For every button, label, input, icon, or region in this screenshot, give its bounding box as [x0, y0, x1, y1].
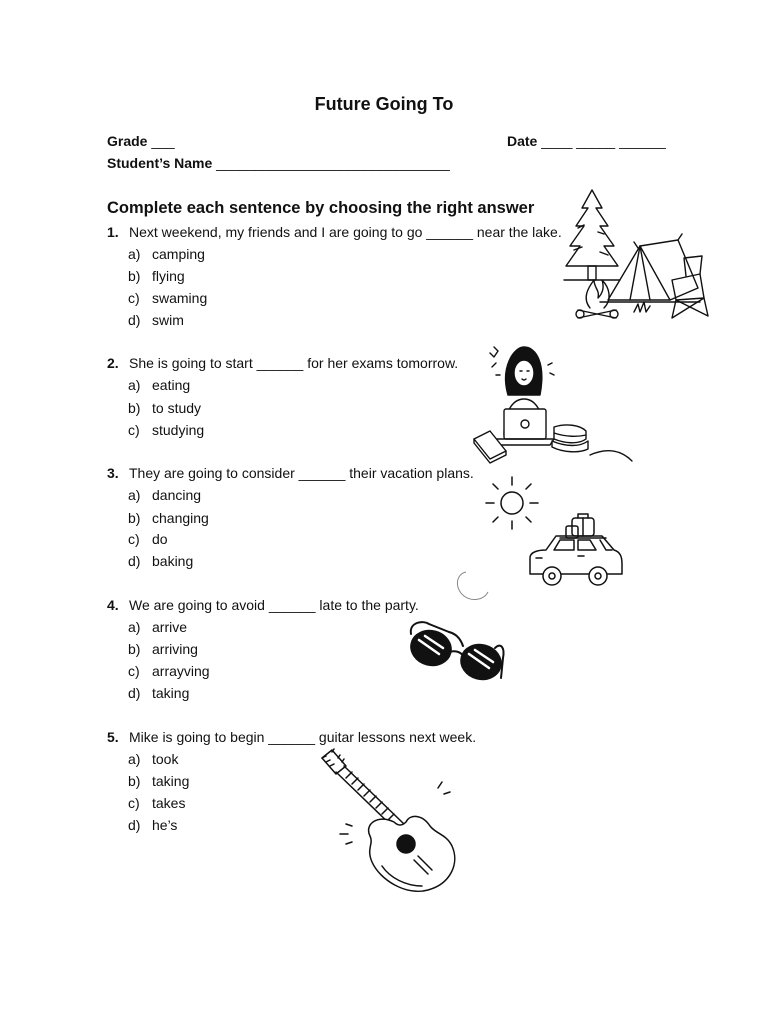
option-letter: b) — [128, 510, 141, 526]
option-letter: c) — [128, 795, 140, 811]
option-text: to study — [152, 400, 202, 416]
option-letter: d) — [128, 312, 141, 328]
option-letter: b) — [128, 773, 141, 789]
option-text: swaming — [152, 290, 208, 306]
option-letter: c) — [128, 290, 140, 306]
question-stem: We are going to avoid ______ late to the party. — [129, 597, 419, 613]
question-number: 5. — [107, 729, 119, 745]
option-letter: d) — [128, 817, 141, 833]
grade-label: Grade — [107, 133, 148, 149]
student-name-blank: ______________________________ — [216, 155, 450, 171]
option-letter: b) — [128, 268, 141, 284]
question-stem: She is going to start ______ for her exams tomorrow. — [129, 355, 459, 371]
option-text: baking — [152, 553, 194, 569]
option-letter: a) — [128, 246, 141, 262]
question-number: 4. — [107, 597, 119, 613]
option-text: arrayving — [152, 663, 210, 679]
question-number: 2. — [107, 355, 119, 371]
date-blank: ____ _____ ______ — [541, 133, 666, 149]
student-name-label: Student’s Name — [107, 155, 213, 171]
option-letter: a) — [128, 487, 141, 503]
option-letter: a) — [128, 619, 141, 635]
option-text: dancing — [152, 487, 202, 503]
option-text: takes — [152, 795, 186, 811]
sunglasses-icon — [405, 618, 509, 690]
option-text: he’s — [152, 817, 178, 833]
camping-scene-icon — [560, 188, 710, 323]
option-text: arrive — [152, 619, 188, 635]
worksheet-title: Future Going To — [314, 94, 454, 114]
option-text: swim — [152, 312, 184, 328]
student-laptop-icon — [470, 343, 635, 468]
car-with-luggage-icon — [526, 512, 624, 592]
option-text: flying — [152, 268, 185, 284]
option-letter: b) — [128, 641, 141, 657]
option-letter: c) — [128, 531, 140, 547]
option-text: taking — [152, 685, 190, 701]
option-letter: d) — [128, 685, 141, 701]
option-letter: d) — [128, 553, 141, 569]
option-text: arriving — [152, 641, 198, 657]
student-name-field — [107, 155, 450, 171]
option-text: eating — [152, 377, 191, 393]
option-text: changing — [152, 510, 209, 526]
option-text: took — [152, 751, 179, 767]
guitar-icon — [318, 748, 464, 898]
date-field — [507, 133, 666, 149]
option-text: do — [152, 531, 168, 547]
decorative-swirl — [452, 568, 492, 604]
option-text: camping — [152, 246, 205, 262]
option-text: taking — [152, 773, 190, 789]
option-letter: c) — [128, 422, 140, 438]
option-letter: a) — [128, 751, 141, 767]
option-text: studying — [152, 422, 205, 438]
option-letter: b) — [128, 400, 141, 416]
instruction-heading: Complete each sentence by choosing the right answer — [107, 199, 535, 217]
question-stem: They are going to consider ______ their vacation plans. — [129, 465, 474, 481]
question-number: 3. — [107, 465, 119, 481]
question-number: 1. — [107, 224, 119, 240]
question-stem: Mike is going to begin ______ guitar lessons next week. — [129, 729, 477, 745]
question-stem: Next weekend, my friends and I are going to go ______ near the lake. — [129, 224, 562, 240]
grade-blank: ___ — [151, 133, 175, 149]
date-label: Date — [507, 133, 538, 149]
grade-field — [107, 133, 175, 149]
option-letter: a) — [128, 377, 141, 393]
option-letter: c) — [128, 663, 140, 679]
